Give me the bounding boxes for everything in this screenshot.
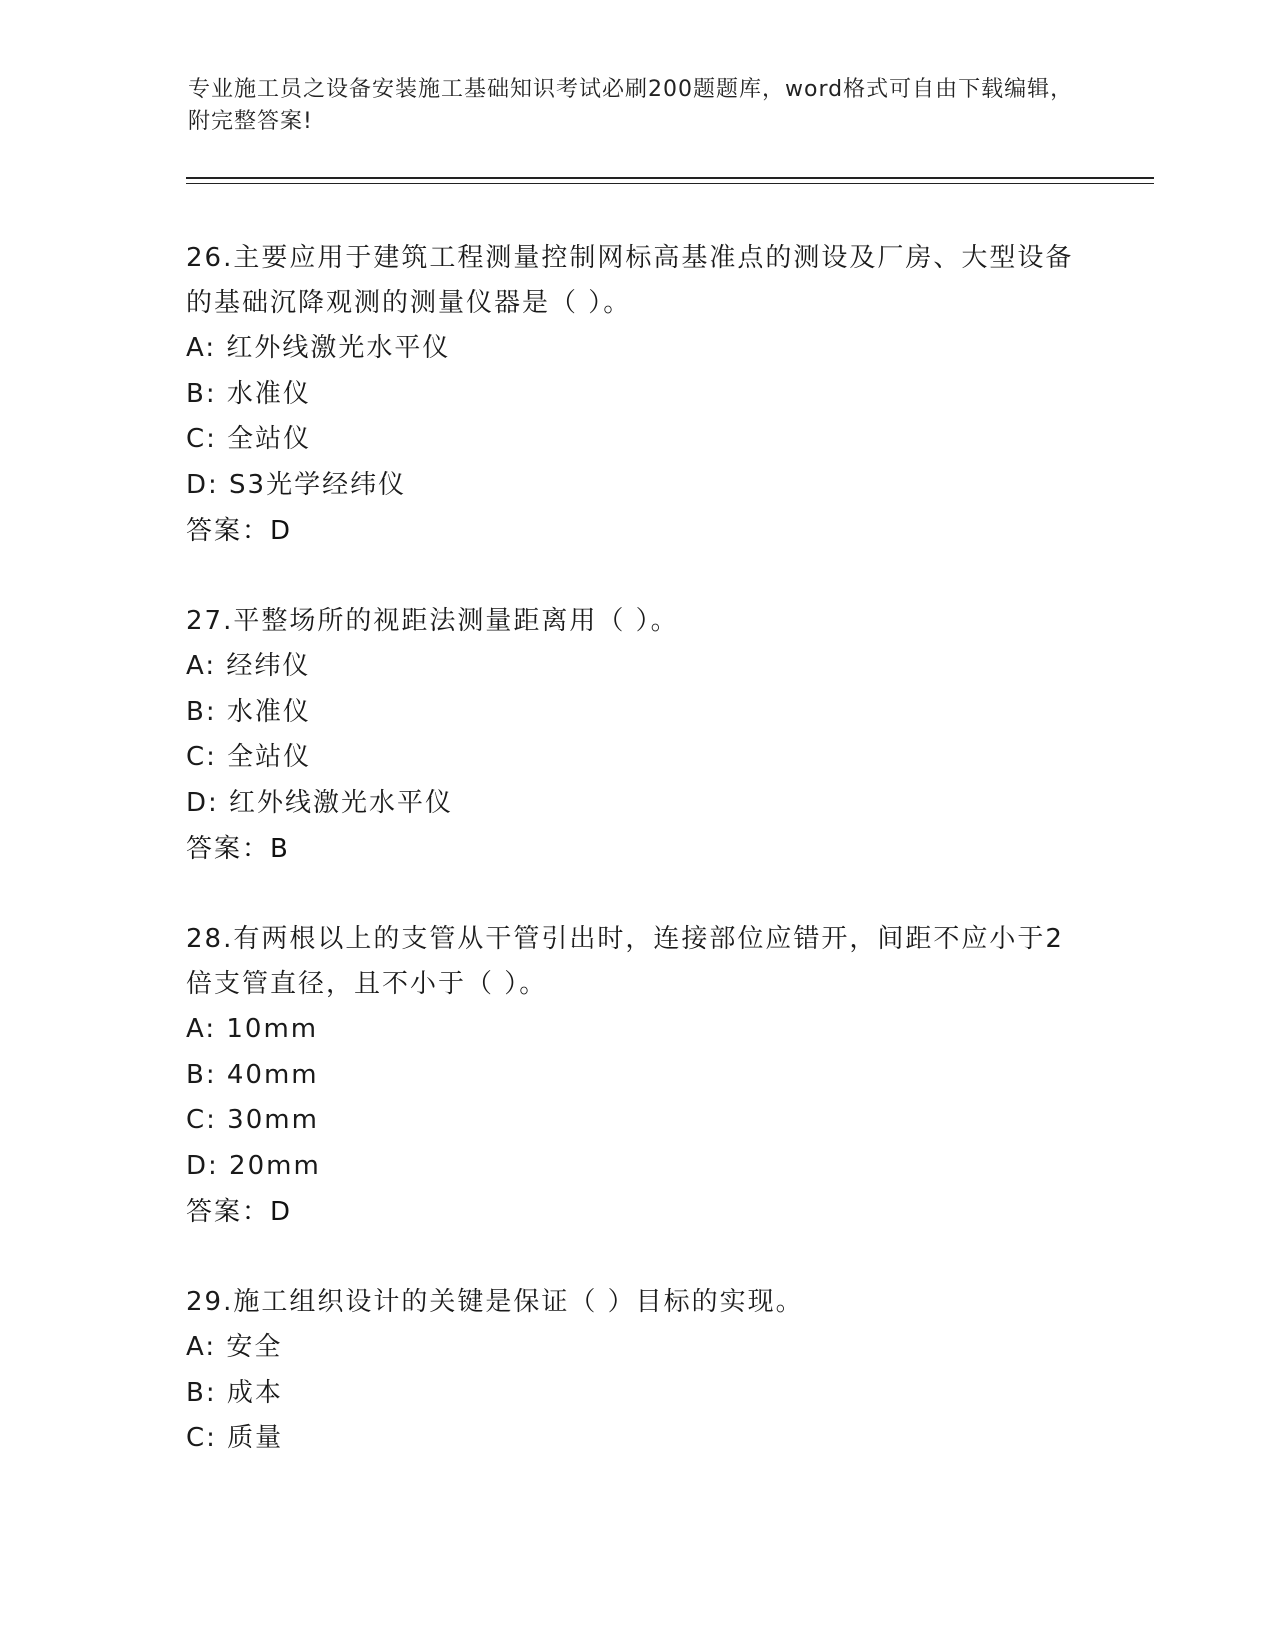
- option-a: A: 安全: [186, 1332, 283, 1362]
- option-a: A: 经纬仪: [186, 651, 311, 681]
- option-c: C: 全站仪: [186, 742, 312, 772]
- document-header: 专业施工员之设备安装施工基础知识考试必刷200题题库，word格式可自由下载编辑，附完整答案!: [188, 77, 1074, 134]
- option-a: A: 10mm: [186, 1014, 319, 1044]
- option-d: D: S3光学经纬仪: [186, 469, 407, 500]
- option-b: B: 成本: [186, 1377, 283, 1408]
- question-29: [186, 1280, 1086, 1462]
- question-stem: 27.平整场所的视距法测量距离用（ ）。: [186, 606, 679, 636]
- answer-line: 答案：D: [186, 516, 293, 546]
- question-stem: 28.有两根以上的支管从干管引出时，连接部位应错开，间距不应小于2倍支管直径，且不小于（ ）。: [186, 924, 1064, 999]
- option-d: D: 20mm: [186, 1150, 321, 1181]
- question-27: [186, 599, 1086, 872]
- question-stem: 26.主要应用于建筑工程测量控制网标高基准点的测设及厂房、大型设备的基础沉降观测的测量仪器是（ ）。: [186, 243, 1074, 318]
- question-stem: 29.施工组织设计的关键是保证（ ）目标的实现。: [186, 1287, 804, 1317]
- option-c: C: 全站仪: [186, 424, 312, 454]
- option-c: C: 30mm: [186, 1105, 319, 1135]
- option-b: B: 40mm: [186, 1059, 319, 1090]
- header-rule-thin: [186, 183, 1154, 184]
- option-c: C: 质量: [186, 1423, 284, 1453]
- header-rule-thick: [186, 177, 1154, 179]
- option-b: B: 水准仪: [186, 378, 311, 409]
- answer-line: 答案：B: [186, 834, 290, 864]
- question-26: [186, 236, 1086, 554]
- option-b: B: 水准仪: [186, 696, 311, 727]
- question-28: [186, 917, 1086, 1235]
- option-d: D: 红外线激光水平仪: [186, 787, 454, 818]
- answer-line: 答案：D: [186, 1197, 293, 1227]
- question-list: [186, 236, 1086, 1507]
- option-a: A: 红外线激光水平仪: [186, 333, 451, 363]
